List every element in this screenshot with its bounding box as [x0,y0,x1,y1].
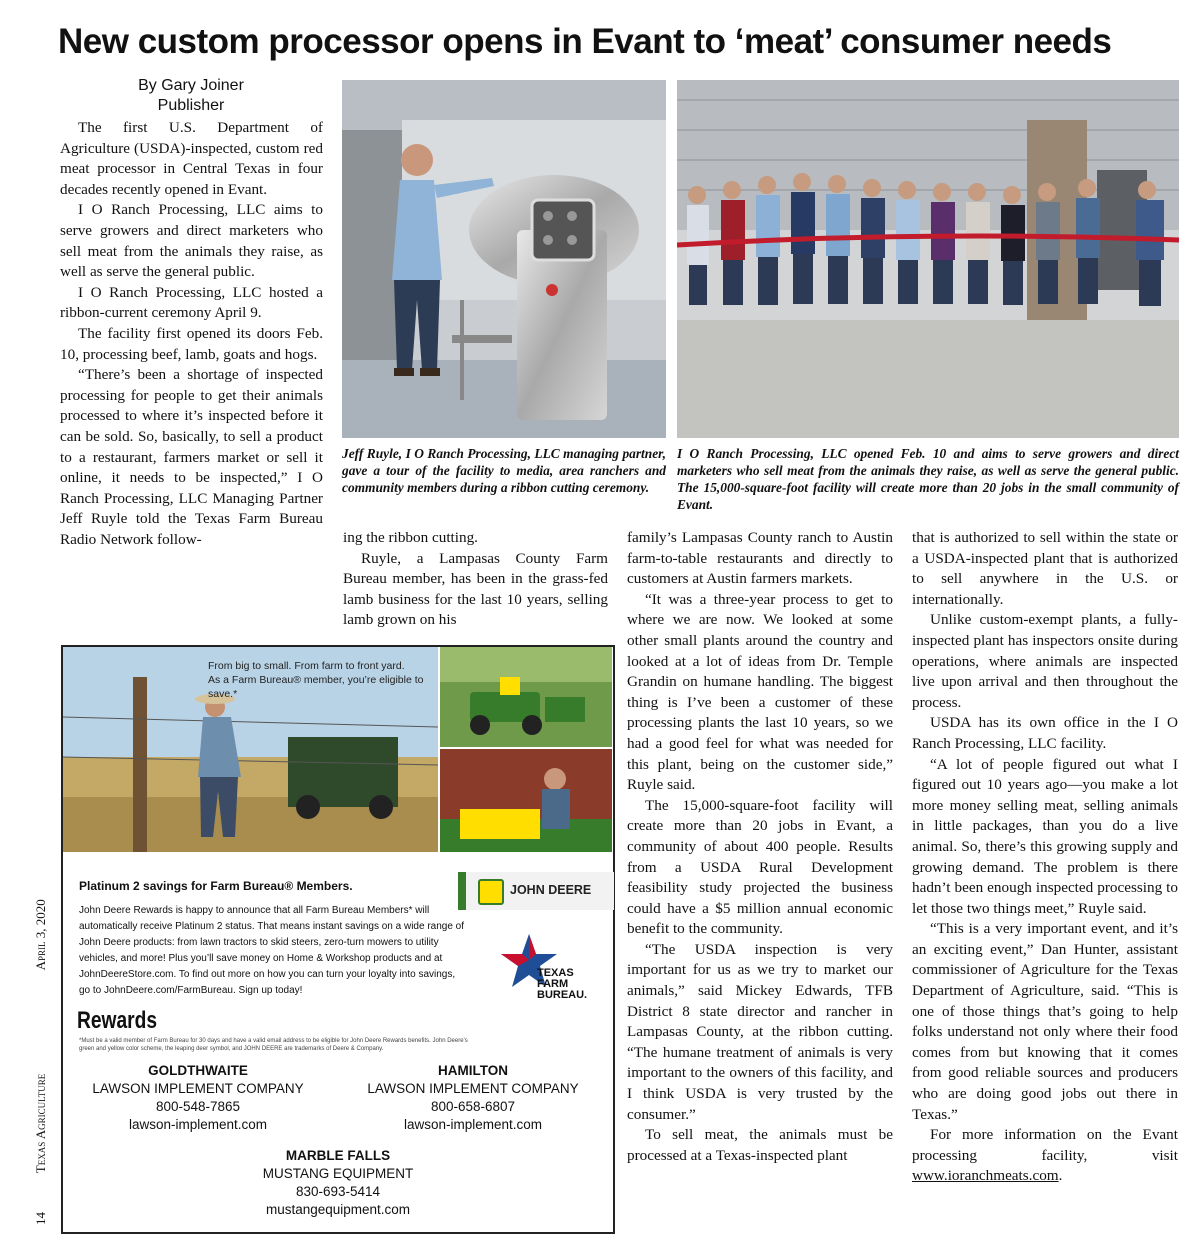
ad-tagline-line-1: From big to small. From farm to front yard. [208,660,405,672]
dealer-website[interactable]: lawson-implement.com [403,1117,543,1132]
photo-caption-1: Jeff Ruyle, I O Ranch Processing, LLC managing partner, gave a tour of the facility to media, area ranchers and community members during a ribbon cutting ceremony. [342,446,666,495]
paragraph: “The USDA inspection is very important for us as we try to market our animals,” said Mickey Edwards, TFB District 8 state director and rancher in Lampasas County, at the ribbon cutting. “The humane treatment of animals is very important to the owners of this facility, and I think USDA is very trusted by the consumer.” [627,940,893,1123]
paragraph: “This is a very important event, and it’s an exciting event,” Dan Hunter, assistant commissioner of Agriculture for the Texas Department of Agriculture, said. “This is one of those things that’s going to help folks understand not only where their food comes from but knowing that it comes from good reliable sources and producers who are doing good jobs out there in Texas.” [912,920,1178,1123]
ad-photo-lawn-tractor [440,647,612,747]
dealer-city: GOLDTHWAITE [148,1063,248,1078]
texas-farm-bureau-logo [499,932,599,1012]
byline-title: Publisher [157,97,225,114]
article-column-2 [343,528,608,631]
dealer-name: MUSTANG EQUIPMENT [262,1166,414,1181]
paragraph: The facility first opened its doors Feb. 10, processing beef, lamb, goats and hogs. [60,324,323,363]
page-sidebar [28,900,58,1230]
photo-caption-2: I O Ranch Processing, LLC opened Feb. 10 and aims to serve growers and direct marketers who sell meat from the animals they raise, as well as serve the general public. The 15,000-square-foot facility will create more than 20 jobs in the small community of Evant. [677,446,1179,512]
dealer-name: LAWSON IMPLEMENT COMPANY [92,1081,304,1096]
byline-author: By Gary Joiner [138,77,244,94]
paragraph: I O Ranch Processing, LLC aims to serve growers and direct marketers who sell meat from the animals they raise, as well as serve the general public. [60,201,323,281]
paragraph: I O Ranch Processing, LLC hosted a ribbon-current ceremony April 9. [60,283,323,322]
dealer-phone: 800-658-6807 [430,1099,516,1114]
ad-tagline [208,659,438,701]
paragraph: The 15,000-square-foot facility will create more than 20 jobs in Evant, a community of about 400 people. Results from a USDA Rural Development feasibility study projected the business could have a $5 million annual economic benefit to the community. [627,796,893,938]
paragraph-last [912,1125,1178,1187]
dealer-marble-falls [213,1147,463,1219]
issue-date: April 3, 2020 [33,899,48,971]
website-link[interactable]: www.ioranchmeats.com [912,1167,1059,1185]
paragraph: To sell meat, the animals must be processed at a Texas-inspected plant [627,1126,893,1164]
sidebar-folio [33,895,53,1225]
paragraph: USDA has its own office in the I O Ranch Processing, LLC facility. [912,714,1178,752]
ad-tagline-line-2: As a Farm Bureau® member, you’re eligible to save.* [208,674,424,700]
ad-body: John Deere Rewards is happy to announce that all Farm Bureau Members* will automatically receive Platinum 2 status. That means instant savings on a wide range of John Deere products: from lawn tractors to skid steers, zero-turn mowers to utility vehicles, and more! Plus you’ll save money on Home & Workshop products and at JohnDeereStore.com. To find out more on how you can turn your loyalty into savings, go to JohnDeere.com/FarmBureau. Sign up today! [79,905,465,996]
dealer-city: HAMILTON [438,1063,508,1078]
paragraph: Ruyle, a Lampasas County Farm Bureau member, has been in the grass-fed lamb business for the last 10 years, selling lamb grown on his [343,549,608,629]
article-column-3 [627,528,893,1166]
tfb-word-1: TEXAS [537,967,574,979]
byline [60,76,322,116]
ad-fineprint: *Must be a valid member of Farm Bureau for 30 days and have a valid email address to be eligible for John Deere Rewards benefits. John Deere’s green and yellow color scheme, the leaping deer symbol, and JOHN DEERE are trademarks of Deere & Company. [79,1038,468,1052]
article-column-4 [912,528,1178,1187]
paragraph: “It was a three-year process to get to where we are now. We looked at some other small plants around the country and looked at a lot of ideas from Dr. Temple Grandin on humane handling. The biggest thing is I’ve been a customer of these processing plants the last 10 years, so we had a good feel for what was needed for this plant, being on the customer side,” Ruyle said. [627,590,893,794]
paragraph: “There’s been a shortage of inspected processing for people to get their animals processed to where it’s inspected before it can be sold. So, basically, to sell a product to a restaurant, farmers market or sell it online, it needs to be inspected,” I O Ranch Processing, LLC Managing Partner Jeff Ruyle told the Texas Farm Bureau Radio Network follow- [60,366,323,548]
paragraph: The first U.S. Department of Agriculture (USDA)-inspected, custom red meat processor in Central Texas in four decades recently opened in Evant. [60,119,323,198]
page-number: 14 [33,1212,48,1225]
dealer-city: MARBLE FALLS [285,1148,391,1163]
dealer-phone: 800-548-7865 [155,1099,241,1114]
paragraph: that is authorized to sell within the state or a USDA-inspected plant that is authorized to sell anywhere in the U.S. or internationally. [912,529,1178,608]
john-deere-logo [458,872,614,910]
tfb-word-2: FARM [537,978,569,990]
john-deere-advertisement [61,645,615,1234]
paragraph: ing the ribbon cutting. [343,529,478,546]
paragraph-end: . [1058,1167,1063,1185]
paragraph: family’s Lampasas County ranch to Austin farm-to-table restaurants and directly to customers at Austin farmers markets. [627,529,893,588]
paragraph: “A lot of people figured out what I figured out 10 years ago—you make a lot more money selling meat, selling animals in little packages, than you do a live animal. So, there’s this growing supply and growing demand. The problem is there hadn’t been enough inspected processing to let those two things meet,” Ruyle said. [912,755,1178,917]
ad-photo-mower-woman [440,749,612,852]
tfb-wordmark [537,968,587,1001]
paragraph: Unlike custom-exempt plants, a fully-inspected plant has inspectors onsite during operations, where animals are inspected live upon arrival and then throughout the process. [912,611,1178,711]
dealer-website[interactable]: lawson-implement.com [128,1117,268,1132]
deer-icon [478,879,504,905]
rewards-title: Rewards [77,1007,158,1034]
article-column-1 [60,118,323,550]
headline: New custom processor opens in Evant to ‘meat’ consumer needs [58,22,1112,61]
dealer-goldthwaite [73,1062,323,1134]
publication-name: Texas Agriculture [33,1073,48,1174]
photo-ribbon-cutting [677,80,1179,438]
john-deere-wordmark: JOHN DEERE [510,883,592,897]
ad-heading: Platinum 2 savings for Farm Bureau® Members. [79,879,353,893]
dealer-phone: 830-693-5414 [295,1184,381,1199]
dealer-name: LAWSON IMPLEMENT COMPANY [367,1081,579,1096]
photo-processing-equipment [342,80,666,438]
dealer-website[interactable]: mustangequipment.com [265,1202,411,1217]
tfb-word-3: BUREAU. [537,989,588,1001]
paragraph-text: For more information on the Evant processing facility, visit [912,1126,1178,1164]
dealer-hamilton [348,1062,598,1134]
